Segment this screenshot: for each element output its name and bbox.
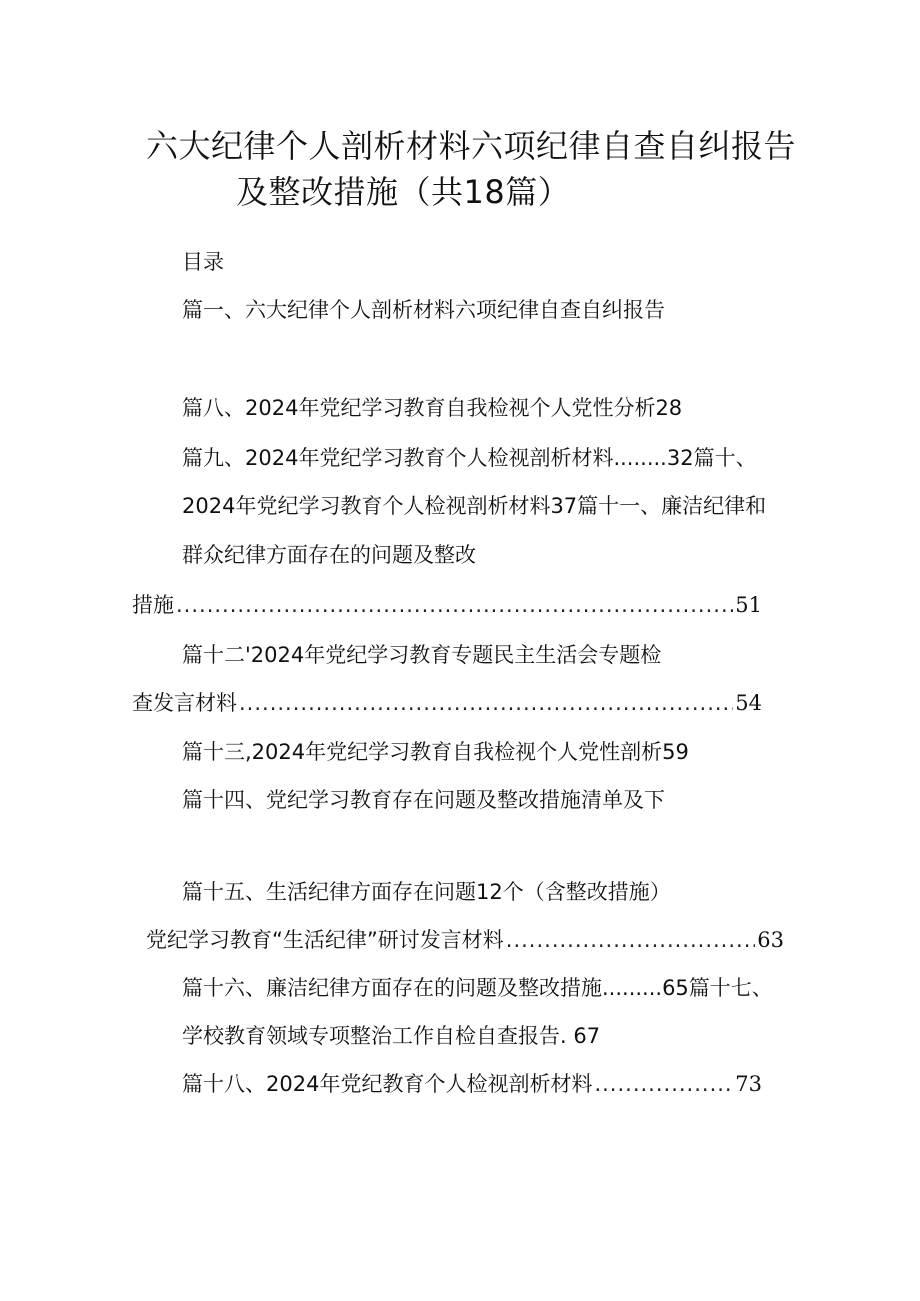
toc-entry: 2024年党纪学习教育个人检视剖析材料37篇十一、廉洁纪律和 xyxy=(182,494,767,518)
toc-entry-label: 党纪学习教育“生活纪律”研讨发言材料 xyxy=(146,928,504,952)
toc-entry-with-leader xyxy=(146,925,784,955)
toc-page-number: 63 xyxy=(757,928,784,952)
toc-entry-label: 篇十八、2024年党纪教育个人检视剖析材料 xyxy=(182,1072,593,1096)
toc-entry: 篇十二'2024年党纪学习教育专题民主生活会专题检 xyxy=(182,643,662,667)
dot-leader xyxy=(176,590,733,620)
toc-entry: 篇十三,2024年党纪学习教育自我检视个人党性剖析59 xyxy=(182,740,689,764)
toc-page-number: 73 xyxy=(735,1072,762,1096)
dot-leader xyxy=(506,925,756,955)
toc-entry: 篇十四、党纪学习教育存在问题及整改措施清单及下 xyxy=(182,788,665,812)
toc-entry: 篇九、2024年党纪学习教育个人检视剖析材料........32篇十、 xyxy=(182,446,757,470)
toc-entry-with-leader xyxy=(182,1069,762,1099)
toc-entry: 篇十五、生活纪律方面存在问题12个（含整改措施） xyxy=(182,880,671,904)
toc-heading: 目录 xyxy=(182,250,224,274)
document-title-line-1: 六大纪律个人剖析材料六项纪律自查自纠报告 xyxy=(146,127,797,165)
toc-entry-with-leader xyxy=(132,590,762,620)
toc-entry: 篇一、六大纪律个人剖析材料六项纪律自查自纠报告 xyxy=(182,298,665,322)
document-title-line-2: 及整改措施（共18篇） xyxy=(236,173,571,211)
toc-entry: 篇八、2024年党纪学习教育自我检视个人党性分析28 xyxy=(182,396,683,420)
dot-leader xyxy=(239,688,733,718)
toc-entry-with-leader xyxy=(132,688,762,718)
toc-entry-label: 查发言材料 xyxy=(132,691,237,715)
toc-entry: 群众纪律方面存在的问题及整改 xyxy=(182,543,476,567)
toc-entry-label: 措施 xyxy=(132,593,174,617)
toc-entry: 篇十六、廉洁纪律方面存在的问题及整改措施.........65篇十七、 xyxy=(182,976,773,1000)
dot-leader xyxy=(594,1069,733,1099)
toc-page-number: 54 xyxy=(735,691,762,715)
toc-page-number: 51 xyxy=(735,593,762,617)
toc-entry: 学校教育领域专项整治工作自检自查报告. 67 xyxy=(182,1024,601,1048)
